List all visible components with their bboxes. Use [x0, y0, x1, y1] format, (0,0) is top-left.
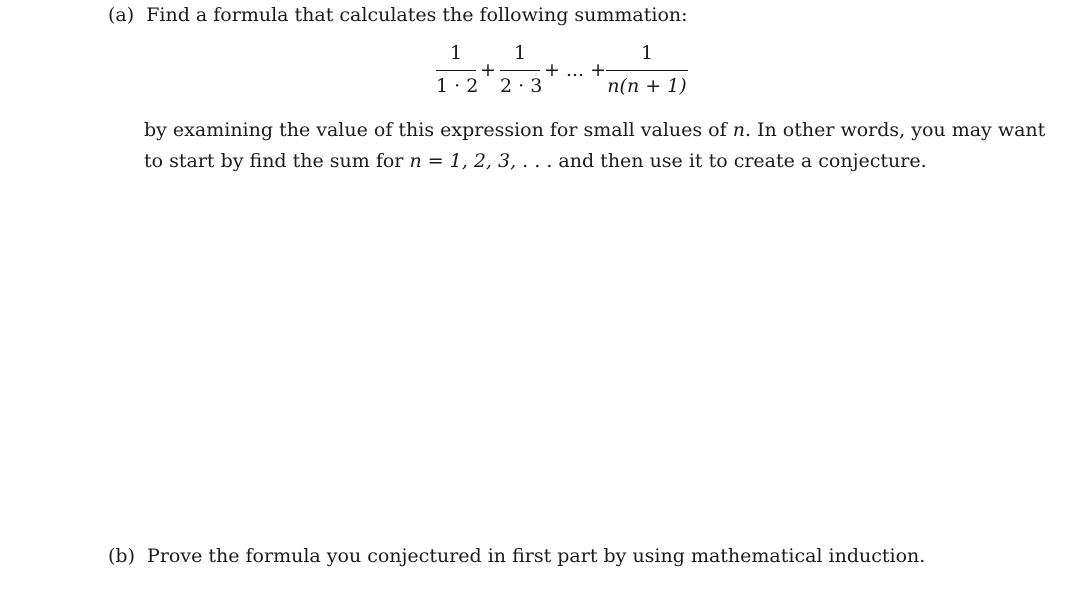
- fraction-3-denominator: n(n + 1): [607, 75, 687, 97]
- fraction-2-numerator: 1: [513, 42, 527, 64]
- fraction-1: [436, 42, 479, 97]
- fraction-2-bar: [500, 70, 540, 71]
- body-line-1-text: by examining the value of this expression for small values of: [144, 119, 727, 141]
- body-line-2-text: to start by find the sum for: [144, 150, 404, 172]
- fraction-2-denominator: 2 · 3: [500, 75, 543, 97]
- fraction-1-denominator: 1 · 2: [436, 75, 479, 97]
- variable-n: n: [732, 119, 745, 141]
- part-b-text: Prove the formula you conjectured in first part by using mathematical induction.: [147, 545, 926, 567]
- part-a-heading: [108, 6, 688, 25]
- part-a-body-line-2: [144, 152, 927, 171]
- plus-operator-1: +: [480, 59, 496, 81]
- part-a-body-line-1: [144, 121, 1045, 140]
- fraction-3-bar: [606, 70, 688, 71]
- body-line-2-tail: and then use it to create a conjecture.: [552, 150, 927, 172]
- n-values-math: n = 1, 2, 3, . . .: [409, 150, 553, 172]
- fraction-3-numerator: 1: [640, 42, 654, 64]
- part-b-label: (b): [108, 545, 135, 567]
- fraction-2: [500, 42, 543, 97]
- part-a-intro: Find a formula that calculates the following summation:: [146, 4, 688, 26]
- fraction-1-numerator: 1: [449, 42, 463, 64]
- fraction-1-bar: [436, 70, 476, 71]
- part-b: [108, 547, 925, 566]
- body-line-1-tail: . In other words, you may want: [744, 119, 1046, 141]
- fraction-3: [606, 44, 688, 96]
- ellipsis-operator: + ... +: [544, 59, 607, 81]
- part-a-label: (a): [108, 4, 135, 26]
